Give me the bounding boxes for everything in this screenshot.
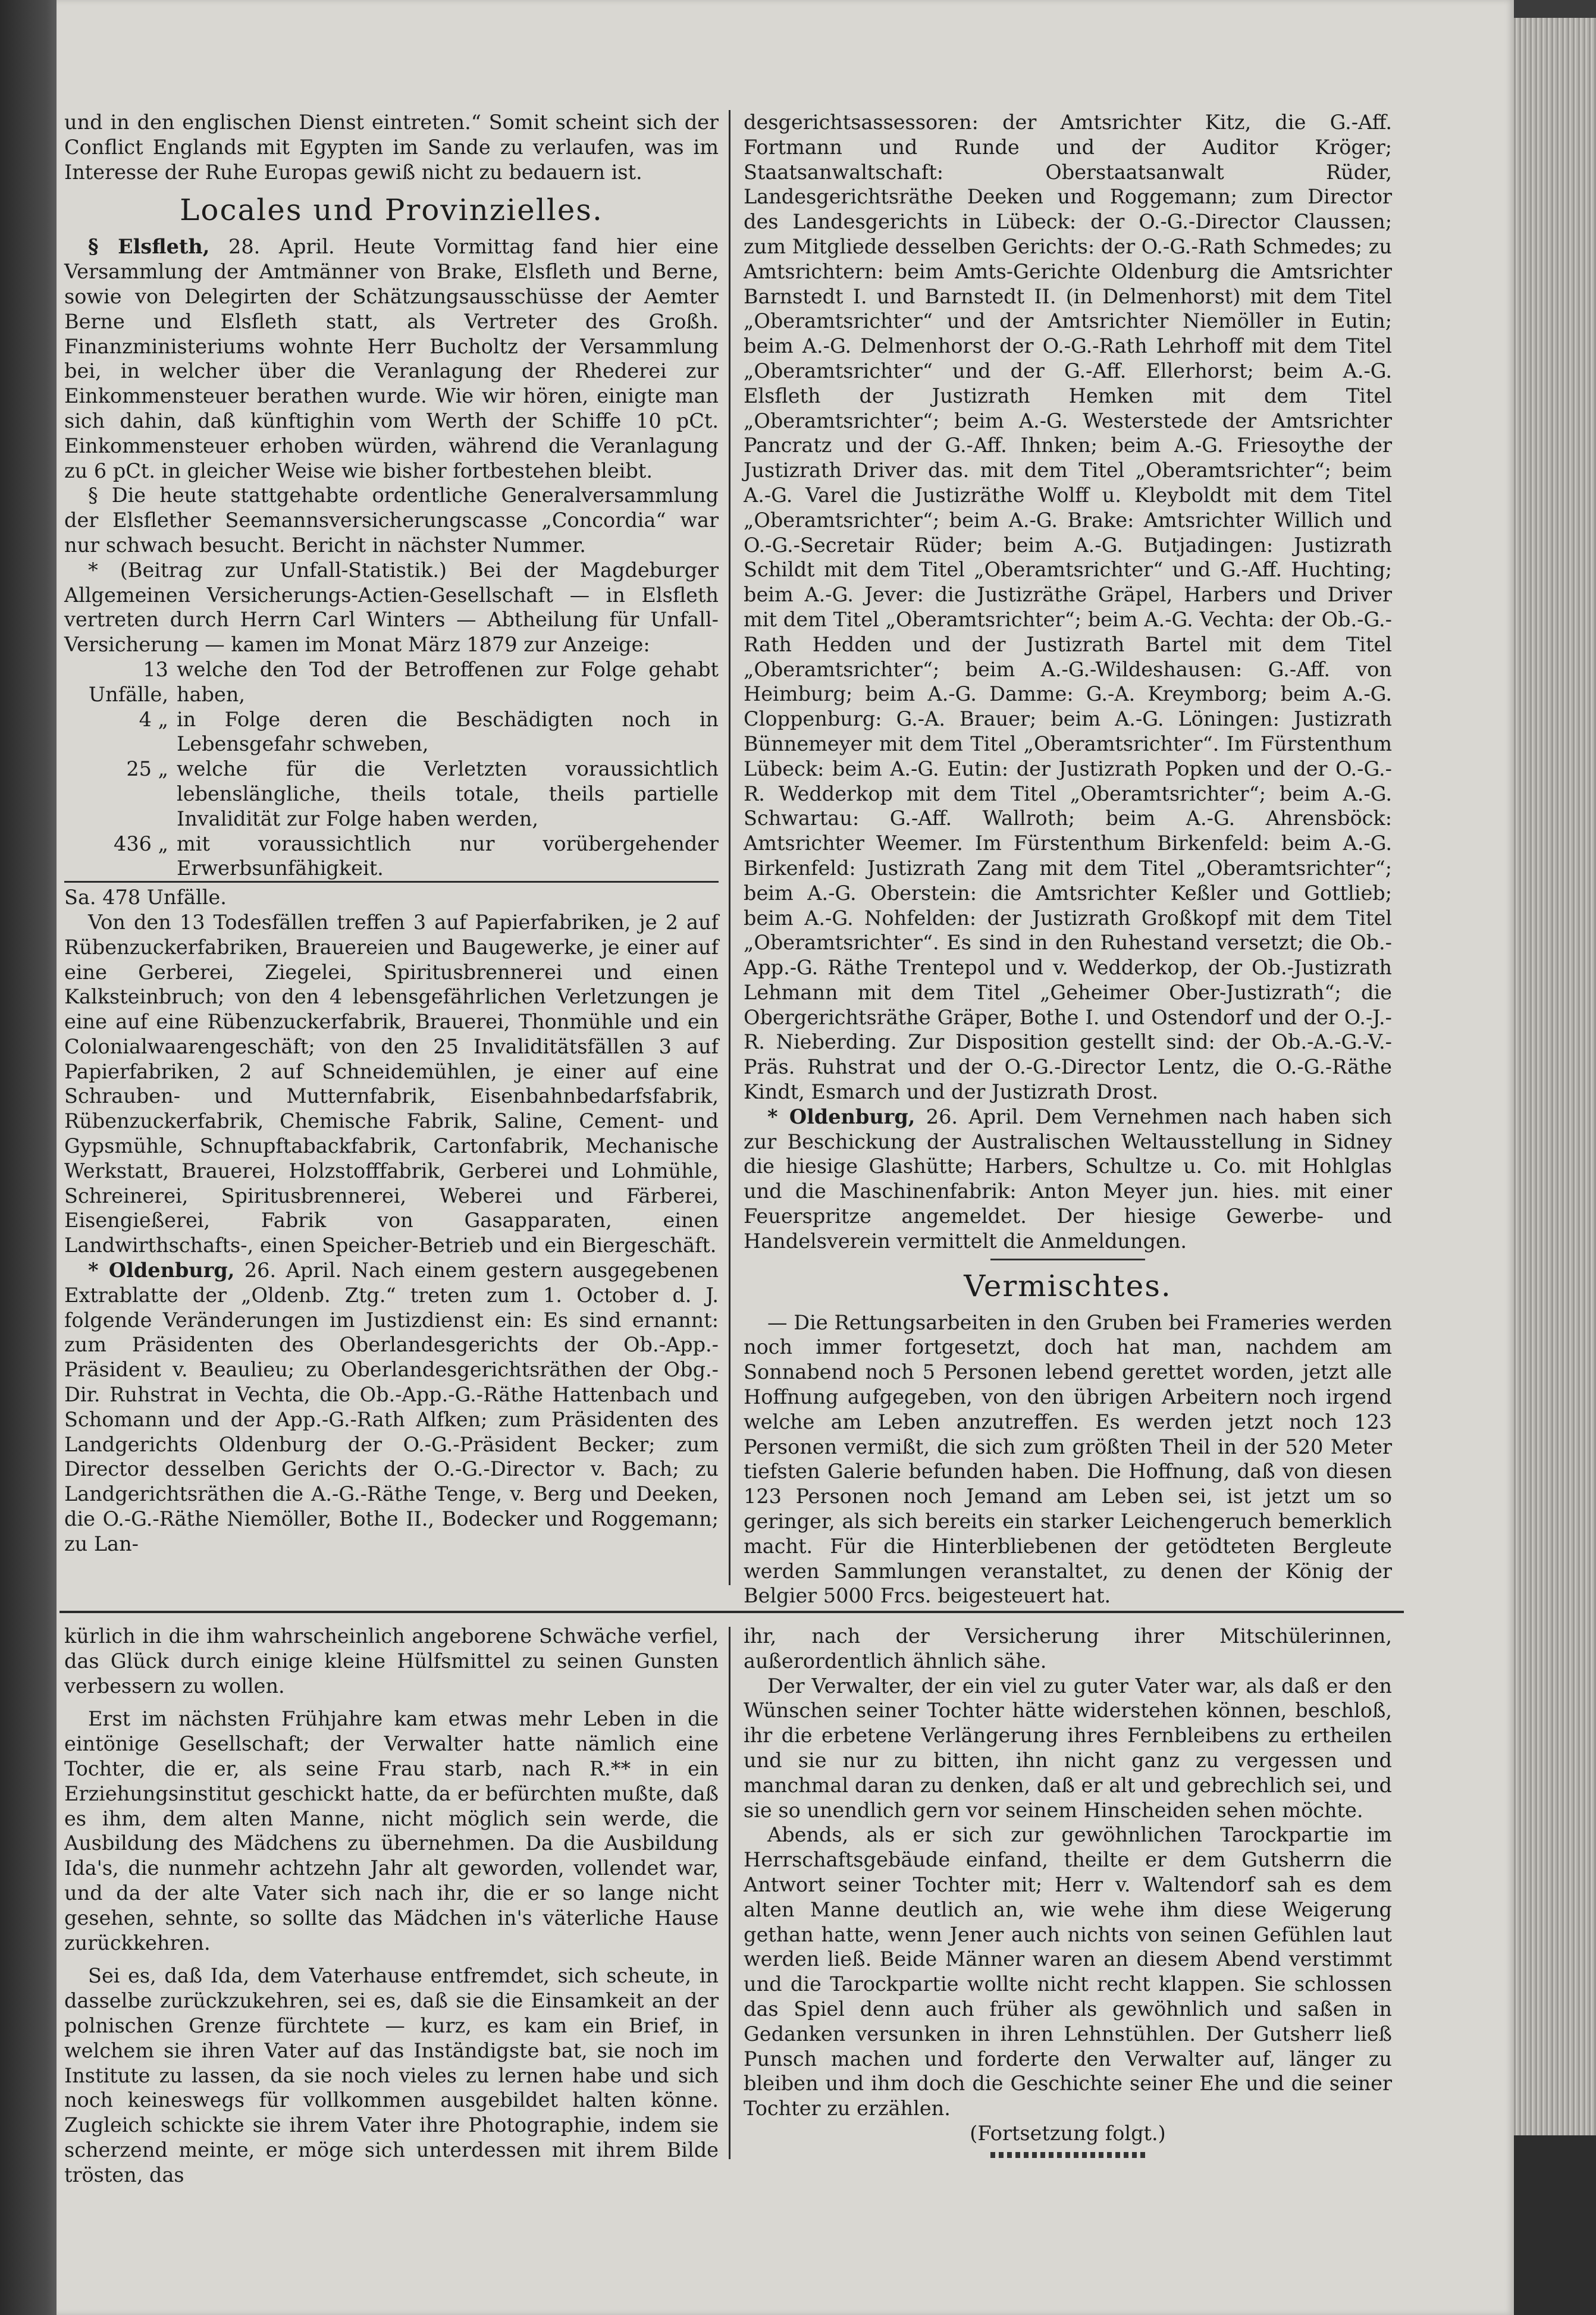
stats-number: 25 „ bbox=[126, 757, 168, 781]
stats-sum: Sa. 478 Unfälle. bbox=[64, 881, 719, 910]
section-heading: Locales und Provinzielles. bbox=[180, 193, 603, 228]
feuilleton-paragraph: kürlich in die ihm wahrscheinlich angeborene Schwäche verfiel, das Glück durch einige kleine Hülfsmittel zu seinen Gunsten verbessern zu wollen. bbox=[64, 1624, 719, 1698]
heading-rule bbox=[990, 1259, 1145, 1260]
concordia-article: § Die heute stattgehabte ordentliche Generalversammlung der Elsflether Seemannsversicherungscasse „Concordia“ war nur schwach besucht. Bericht in nächster Nummer. bbox=[64, 484, 719, 557]
right-news-column bbox=[744, 110, 1392, 1608]
oldenburg-date: 26. April. bbox=[244, 1259, 342, 1282]
continued-note: (Fortsetzung folgt.) bbox=[970, 2121, 1166, 2145]
feuilleton-paragraph: Abends, als er sich zur gewöhnlichen Tarockpartie im Herrschaftsgebäude einfand, theilte er dem Gutsherrn die Antwort seiner Tochter mit; Herr v. Waltendorf sah es dem alten Manne deutlich an, wie wehe ihm diese Weigerung gethan hatte, wenn Jener auch nichts von seinen Gefühlen laut werden ließ. Beide Männer waren an diesem Abend verstimmt und die Tarockpartie wollte nicht recht klappen. Sie schlossen das Spiel denn auch früher als gewöhnlich und saßen in Gedanken versunken in ihren Lehnstühlen. Der Gutsherr ließ Punsch machen und forderte den Verwalter auf, länger zu bleiben und ihm doch die Geschichte seiner Ehe und die seiner Tochter zu erzählen. bbox=[744, 1823, 1392, 2120]
stats-text: mit voraussichtlich nur vorübergehender Erwerbsunfähigkeit. bbox=[177, 832, 719, 880]
feuilleton-right-column bbox=[744, 1624, 1392, 2164]
column-rule-top bbox=[729, 110, 730, 1585]
page-edge-shadow bbox=[1514, 2135, 1596, 2315]
stats-number: 13 Unfälle, bbox=[88, 657, 168, 706]
statistik-article: * (Beitrag zur Unfall-Statistik.) Bei der Magdeburger Allgemeinen Versicherungs-Actien-Gesellschaft — in Elsfleth vertreten durch Herrn Carl Winters — Abtheilung für Unfall-Versicherung — kamen im Monat März 1879 zur Anzeige: bbox=[64, 558, 719, 657]
oldenburg2-text: Dem Vernehmen nach haben sich zur Beschickung der Australischen Weltausstellung in Sidney die hiesige Glashütte; Harbers, Schultze u. Co. mit Hohlglas und die Maschinenfabrik: Anton Meyer jun. hies. mit einer Feuerspritze angemeldet. Der hiesige Gewerbe- und Handelsverein vermittelt die Anmeldungen. bbox=[744, 1105, 1393, 1253]
left-news-column bbox=[64, 110, 719, 1557]
stats-row bbox=[64, 757, 719, 831]
oldenburg2-dateline: * Oldenburg, bbox=[767, 1105, 915, 1128]
stats-number: 436 „ bbox=[114, 832, 168, 855]
stats-row bbox=[64, 832, 719, 882]
end-ornament bbox=[990, 2152, 1145, 2158]
page-edges bbox=[1514, 18, 1596, 2135]
todesfaelle-paragraph: Von den 13 Todesfällen treffen 3 auf Papierfabriken, je 2 auf Rübenzuckerfabriken, Brauereien und Baugewerke, je einer auf eine Gerberei, Ziegelei, Spiritusbrennerei und einen Kalksteinbruch; von den 4 lebensgefährlichen Verletzungen je eine auf eine Rübenzuckerfabrik, Brauerei, Thonmühle und ein Colonialwaarengeschäft; von den 25 Invaliditätsfällen 3 auf Papierfabriken, 2 auf Schneidemühlen, je einer auf eine Schrauben- und Mutternfabrik, Eisenbahnbedarfsfabrik, Rübenzuckerfabrik, Chemische Fabrik, Saline, Cement- und Gypsmühle, Schnupftabackfabrik, Cartonfabrik, Mechanische Werkstatt, Brauerei, Holzstofffabrik, Gerberei und Lohmühle, Schreinerei, Spiritusbrennerei, Weberei und Färberei, Eisengießerei, Fabrik von Gasapparaten, einen Landwirthschafts-, einen Speicher-Betrieb und ein Biergeschäft. bbox=[64, 910, 719, 1257]
feuilleton-left-column bbox=[64, 1624, 719, 2188]
book-binding bbox=[0, 0, 65, 2315]
feuilleton-separator-rule bbox=[59, 1611, 1404, 1613]
feuilleton-paragraph: Sei es, daß Ida, dem Vaterhause entfremdet, sich scheute, in dasselbe zurückzukehren, sei es, daß sie die Einsamkeit an der polnischen Grenze fürchtete — kurz, es kam ein Brief, in welchem sie ihren Vater auf das Inständigste bat, sie noch im Institute zu lassen, da sie noch vieles zu lernen habe und sich noch keineswegs für vollkommen ausgebildet halten könne. Zugleich schickte sie ihrem Vater ihre Photographie, indem sie scherzend meinte, er möge sich unterdessen mit ihrem Bilde trösten, das bbox=[64, 1964, 719, 2187]
justiz-continuation: desgerichtsassessoren: der Amtsrichter Kitz, die G.-Aff. Fortmann und Runde und der Auditor Kröger; Staatsanwaltschaft: Oberstaatsanwalt Rüder, Landesgerichtsräthe Deeken und Roggemann; zum Director des Landesgerichts in Lübeck: der O.-G.-Director Claussen; zum Mitgliede desselben Gerichts: der O.-G.-Rath Schmedes; zu Amtsrichtern: beim Amts-Gerichte Oldenburg die Amtsrichter Barnstedt I. und Barnstedt II. (in Delmenhorst) mit dem Titel „Oberamtsrichter“ und der Amtsrichter Niemöller in Eutin; beim A.-G. Delmenhorst der O.-G.-Rath Lehrhoff mit dem Titel „Oberamtsrichter“ und der G.-Aff. Ellerhorst; beim A.-G. Elsfleth der Justizrath Hemken mit dem Titel „Oberamtsrichter“; beim A.-G. Westerstede der Amtsrichter Pancratz und der G.-Aff. Ihnken; beim A.-G. Friesoythe der Justizrath Driver das. mit dem Titel „Oberamtsrichter“; beim A.-G. Varel die Justizräthe Wolff u. Kleyboldt mit dem Titel „Oberamtsrichter“; beim A.-G. Brake: Amtsrichter Willich und O.-G.-Secretair Rüder; beim A.-G. Butjadingen: Justizrath Schildt mit dem Titel „Oberamtsrichter“ und G.-Aff. Huchting; beim A.-G. Jever: die Justizräthe Gräpel, Harbers und Driver mit dem Titel „Oberamtsrichter“; beim A.-G. Vechta: der Ob.-G.-Rath Hedden und der Justizrath Bartel mit dem Titel „Oberamtsrichter“; beim A.-G.-Wildeshausen: G.-Aff. von Heimburg; beim A.-G. Damme: G.-A. Kreymborg; beim A.-G. Cloppenburg: G.-A. Brauer; beim A.-G. Löningen: Justizrath Bünnemeyer mit dem Titel „Oberamtsrichter“. Im Fürstenthum Lübeck: beim A.-G. Eutin: der Justizrath Popken und der O.-G.-R. Wedderkop mit dem Titel „Oberamtsrichter“; beim A.-G. Schwartau: G.-Aff. Wallroth; beim A.-G. Ahrensböck: Amtsrichter Weemer. Im Fürstenthum Birkenfeld: beim A.-G. Birkenfeld: Justizrath Zang mit dem Titel „Oberamtsrichter“; beim A.-G. Oberstein: die Amtsrichter Keßler und Gottlieb; beim A.-G. Nohfelden: der Justizrath Großkopf mit dem Titel „Oberamtsrichter“. Es sind in den Ruhestand versetzt; die Ob.-App.-G. Räthe Trentepol und v. Wedderkop, der Ob.-Justizrath Lehmann mit dem Titel „Geheimer Ober-Justizrath“; die Obergerichtsräthe Gräper, Bothe I. und Ostendorf und der O.-J.-R. Nieberding. Zur Disposition gestellt sind: der Ob.-A.-G.-V.-Präs. Ruhstrat und der O.-G.-Director Lentz, die O.-G.-Räthe Kindt, Esmarch und der Justizrath Drost. bbox=[744, 111, 1392, 1104]
elsfleth-dateline: § Elsfleth, bbox=[88, 235, 210, 259]
column-rule-bottom bbox=[729, 1627, 730, 2159]
feuilleton-paragraph: ihr, nach der Versicherung ihrer Mitschülerinnen, außerordentlich ähnlich sähe. bbox=[744, 1624, 1392, 1673]
oldenburg-article bbox=[64, 1258, 719, 1557]
stats-row bbox=[64, 707, 719, 757]
oldenburg2-article bbox=[744, 1105, 1392, 1254]
feuilleton-paragraph: Erst im nächsten Frühjahre kam etwas mehr Leben in die eintönige Gesellschaft; der Verwalter hatte nämlich eine Tochter, die er, als seine Frau starb, nach R.** in ein Erziehungsinstitut geschickt hatte, da er befürchten mußte, daß es ihm, dem alten Manne, nicht möglich sein werde, die Ausbildung des Mädchens zu übernehmen. Da die Ausbildung Ida's, die nunmehr achtzehn Jahr alt geworden, vollendet war, und da der alte Vater sich nach ihr, die er so lange nicht gesehen, sehnte, so sollte das Mädchen in's väterliche Hause zurückkehren. bbox=[64, 1707, 719, 1955]
elsfleth-text: Heute Vormittag fand hier eine Versammlung der Amtmänner von Brake, Elsfleth und Berne, sowie von Delegirten der Schätzungsausschüsse der Aemter Berne und Elsfleth statt, als Vertreter des Großh. Finanzministeriums wohnte Herr Bucholtz der Versammlung bei, in welcher über die Veranlagung der Rhederei zur Einkommensteuer berathen wurde. Wie wir hören, einigte man sich dahin, daß künftighin vom Werth der Schiffe 10 pCt. Einkommensteuer erhoben würden, während die Veranlagung zu 6 pCt. in gleicher Weise wie bisher fortbestehen bleibt. bbox=[64, 235, 719, 482]
accident-stats-table bbox=[64, 657, 719, 881]
oldenburg-dateline: * Oldenburg, bbox=[88, 1259, 235, 1282]
stats-text: in Folge deren die Beschädigten noch in Lebensgefahr schweben, bbox=[177, 707, 719, 756]
vermischtes-heading: Vermischtes. bbox=[964, 1268, 1172, 1303]
stats-number: 4 „ bbox=[139, 707, 168, 731]
oldenburg2-date: 26. April. bbox=[926, 1105, 1025, 1128]
vermischtes-article: — Die Rettungsarbeiten in den Gruben bei Frameries werden noch immer fortgesetzt, doch hat man, nachdem am Sonnabend noch 5 Personen lebend gerettet worden, jetzt alle Hoffnung aufgegeben, von den übrigen Arbeitern noch irgend welche am Leben anzutreffen. Es werden jetzt noch 123 Personen vermißt, die sich zum größten Theil in der 520 Meter tiefsten Galerie befunden haben. Die Hoffnung, daß von diesen 123 Personen noch Jemand am Leben sei, ist jetzt um so geringer, als sich bereits ein starker Leichengeruch bemerklich macht. Für die Hinterbliebenen der getödteten Bergleute werden Sammlungen veranstaltet, zu denen der König der Belgier 5000 Frcs. beigesteuert hat. bbox=[744, 1310, 1392, 1608]
stats-text: welche für die Verletzten voraussichtlich lebenslängliche, theils totale, theils partielle Invalidität zur Folge haben werden, bbox=[177, 757, 719, 830]
intro-paragraph: und in den englischen Dienst eintreten.“ Somit scheint sich der Conflict Englands mit Egypten im Sande zu verlaufen, was im Interesse der Ruhe Europas gewiß nicht zu bedauern ist. bbox=[64, 111, 719, 184]
stats-text: welche den Tod der Betroffenen zur Folge gehabt haben, bbox=[177, 657, 719, 706]
oldenburg-text: Nach einem gestern ausgegebenen Extrablatte der „Oldenb. Ztg.“ treten zum 1. October d. J. folgende Veränderungen im Justizdienst ein: Es sind ernannt: zum Präsidenten des Oberlandesgerichts der Ob.-App.-Präsident v. Beaulieu; zu Oberlandesgerichtsräthen der Obg.-Dir. Ruhstrat in Vechta, die Ob.-App.-G.-Räthe Hattenbach und Schomann und der App.-G.-Rath Alfken; zum Präsidenten des Landgerichts Oldenburg der O.-G.-Präsident Becker; zum Director desselben Gerichts der O.-G.-Director v. Bach; zu Landgerichtsräthen die A.-G.-Räthe Tenge, v. Berg und Deeken, die O.-G.-Räthe Niemöller, Bothe II., Bodecker und Roggemann; zu Lan- bbox=[64, 1259, 719, 1555]
feuilleton-paragraph: Der Verwalter, der ein viel zu guter Vater war, als daß er den Wünschen seiner Tochter hätte widerstehen können, beschloß, ihr die erbetene Verlängerung ihres Fernbleibens zu ertheilen und sie nur zu bitten, ihn nicht ganz zu vergessen und manchmal daran zu denken, daß er alt und gebrechlich sei, und sie so unendlich gern vor seinem Hinscheiden sehen möchte. bbox=[744, 1674, 1392, 1822]
stats-row bbox=[64, 657, 719, 707]
elsfleth-date: 28. April. bbox=[228, 235, 335, 259]
elsfleth-article bbox=[64, 234, 719, 483]
